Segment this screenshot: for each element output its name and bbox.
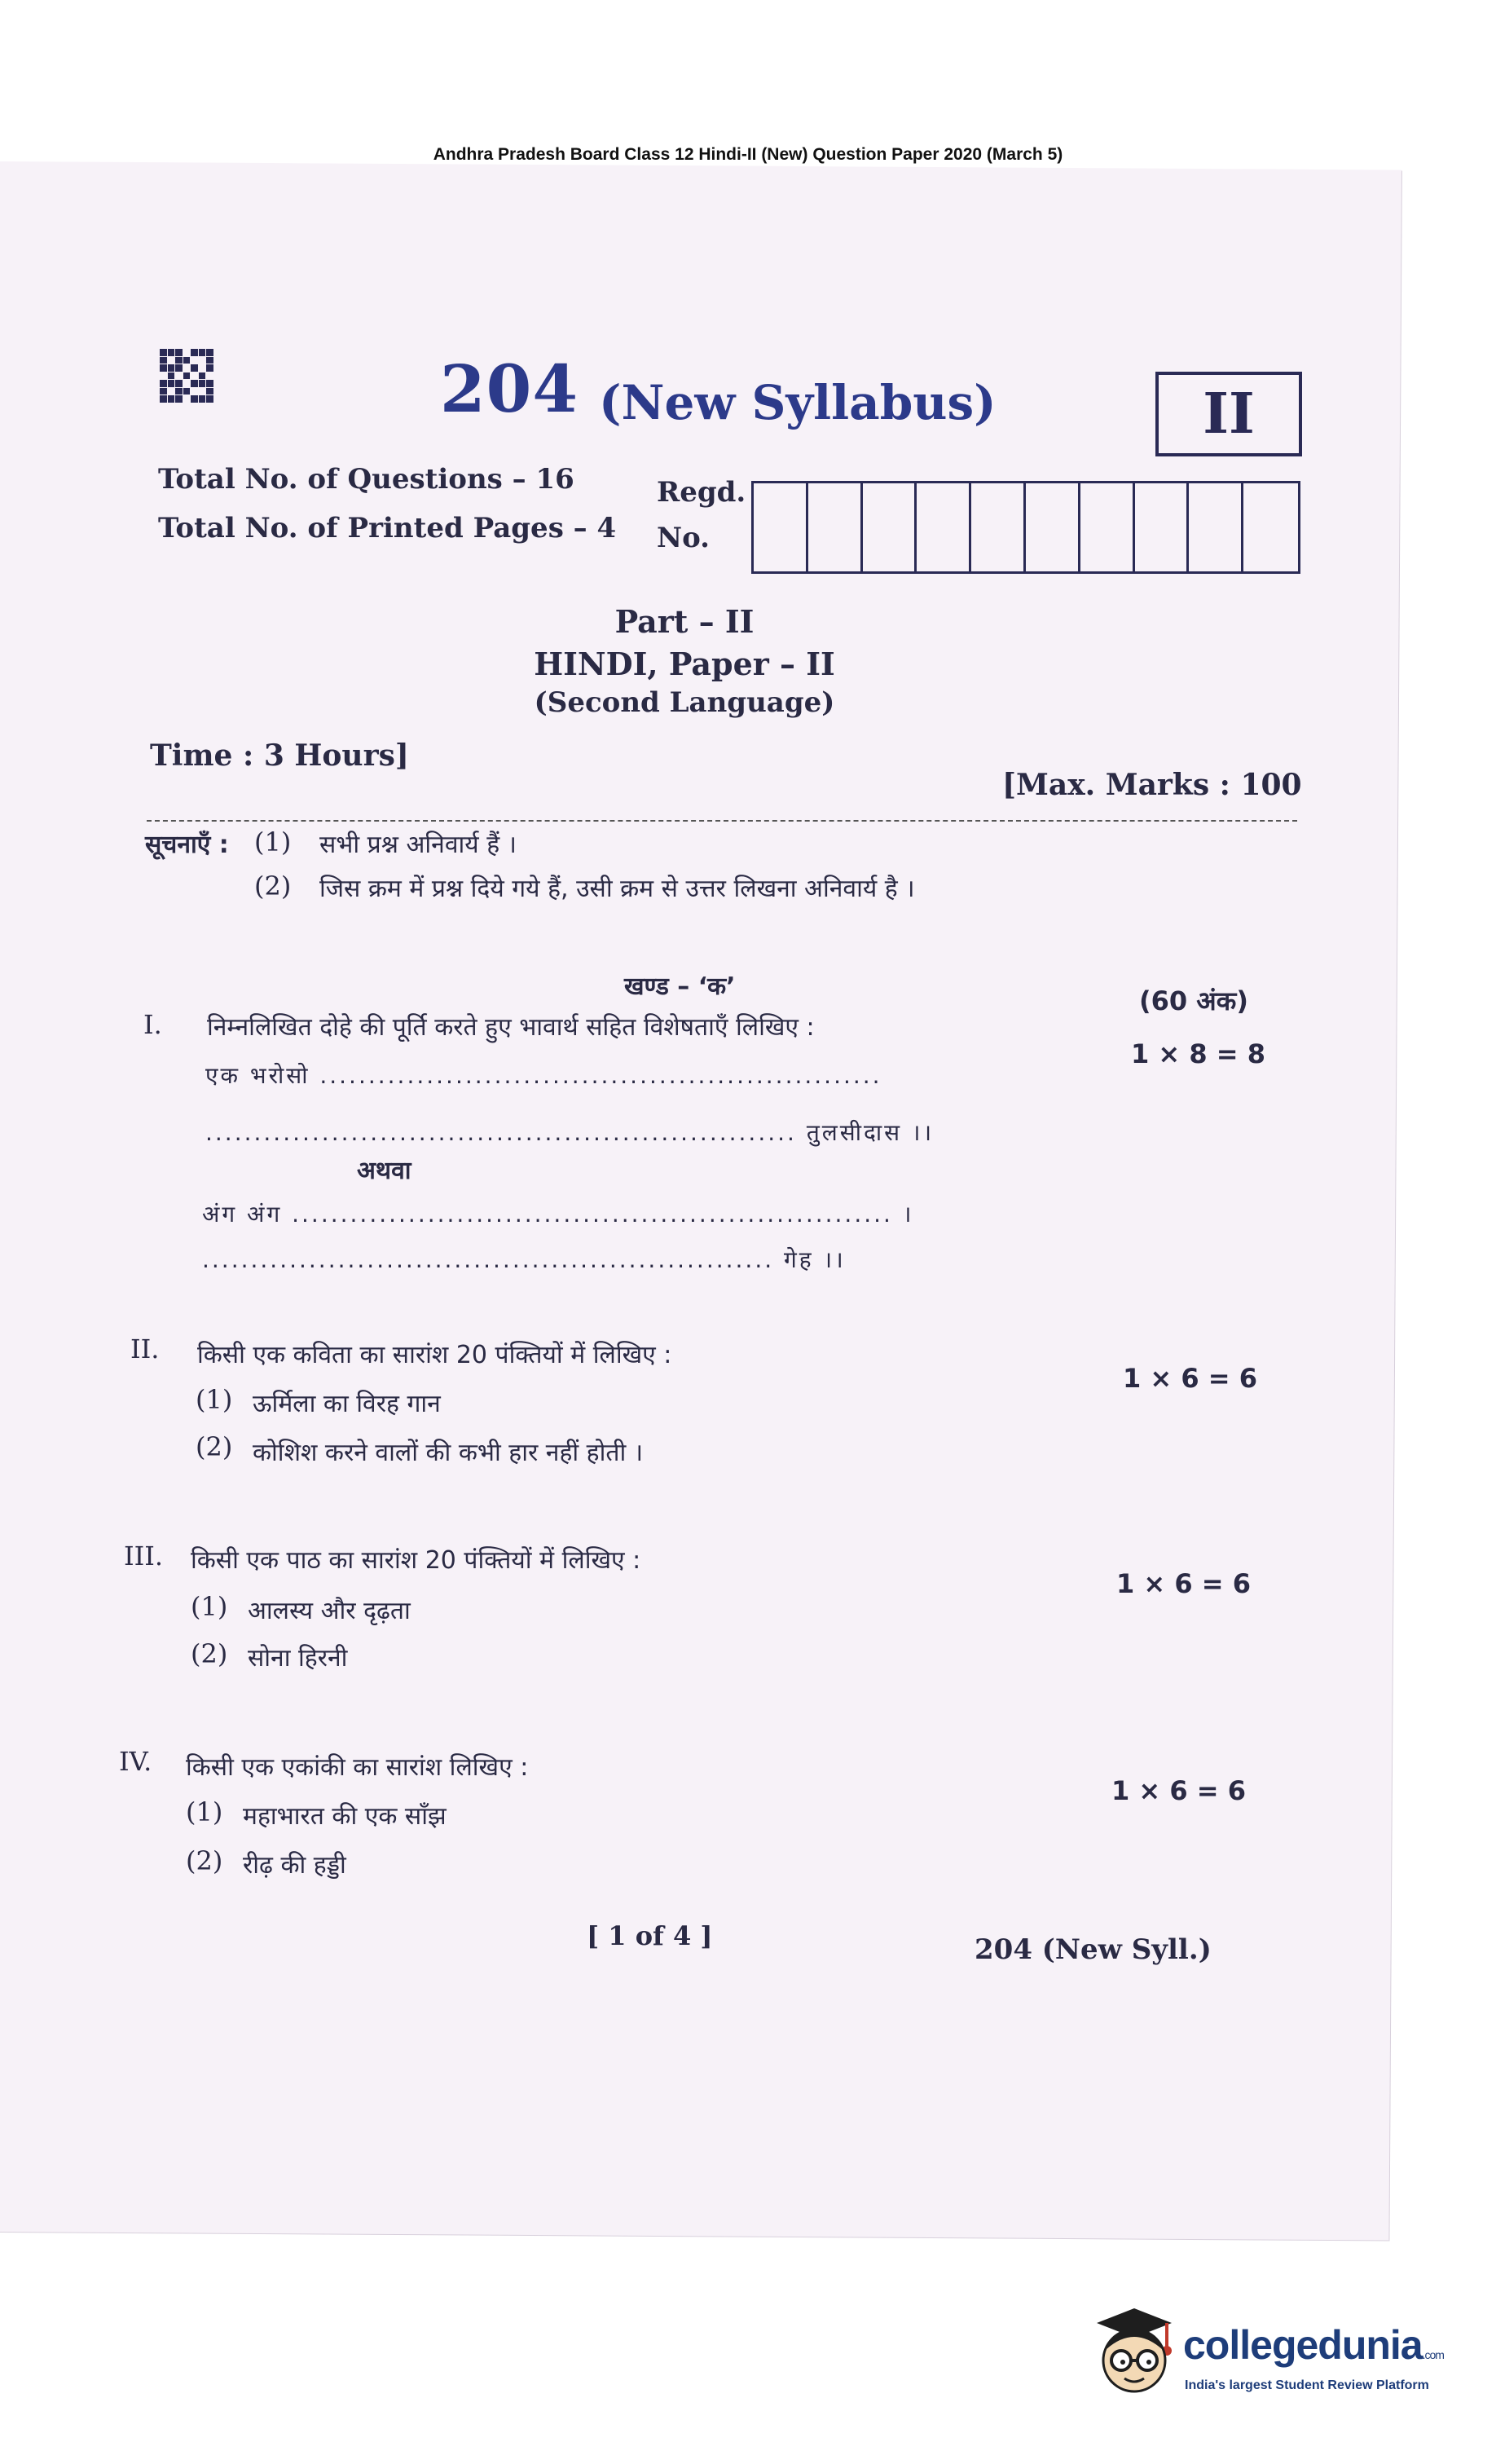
question-marks: 1 × 6 = 6 [1123,1363,1257,1394]
question-text: किसी एक कविता का सारांश 20 पंक्तियों में लिखिए : [197,1341,672,1369]
paper-code: 204 [440,350,579,427]
regd-label: Regd. [657,476,746,509]
instruction-text: सभी प्रश्न अनिवार्य हैं । [319,831,517,859]
registration-number-boxes [751,481,1300,574]
option-number: (2) [186,1845,223,1876]
question-text: किसी एक पाठ का सारांश 20 पंक्तियों में लिखिए : [191,1546,641,1575]
doha-line: एक भरोसो .......................................................... [205,1062,882,1089]
instruction-number: (1) [254,826,292,857]
brand-tagline: India's largest Student Review Platform [1185,2378,1429,2392]
doha-line: ............................................................. तुलसीदास ।। [205,1119,935,1146]
part-label: Part – II [614,603,755,640]
brand-domain: .com [1422,2348,1444,2361]
total-questions: Total No. of Questions – 16 [158,463,574,496]
option-number: (1) [196,1384,233,1415]
syllabus-label: (New Syllabus) [599,375,997,430]
or-label: अथवा [357,1157,411,1185]
option-text: रीढ़ की हड्डी [243,1851,346,1880]
brand-name-text: collegedunia [1183,2322,1423,2368]
option-text: महाभारत की एक साँझ [243,1802,447,1831]
qr-code [160,349,213,403]
section-title: खण्ड – ‘क’ [624,972,736,1001]
question-marks: 1 × 6 = 6 [1111,1775,1246,1806]
option-text: ऊर्मिला का विरह गान [253,1390,441,1418]
question-number: III. [124,1541,164,1571]
max-marks-label: [Max. Marks : 100 [1002,768,1302,802]
time-label: Time : 3 Hours] [150,738,409,773]
total-pages: Total No. of Printed Pages – 4 [158,512,617,544]
page-number: [ 1 of 4 ] [587,1920,713,1951]
question-text: निम्नलिखित दोहे की पूर्ति करते हुए भावार्थ सहित विशेषताएँ लिखिए : [207,1013,815,1042]
question-text: किसी एक एकांकी का सारांश लिखिए : [186,1753,529,1782]
question-number: IV. [119,1746,152,1777]
option-number: (2) [196,1431,233,1462]
doha-line: अंग अंग .............................................................. । [202,1201,914,1228]
option-number: (1) [191,1591,228,1622]
no-label: No. [657,522,710,554]
question-marks: 1 × 8 = 8 [1131,1038,1265,1069]
doha-line: ........................................................... गेह ।। [202,1246,846,1273]
language-label: (Second Language) [534,686,835,719]
instructions-label: सूचनाएँ : [145,831,229,859]
instruction-text: जिस क्रम में प्रश्न दिये गये हैं, उसी क्रम से उत्तर लिखना अनिवार्य है । [319,875,915,903]
brand-name [1183,2321,1444,2369]
divider [147,820,1297,822]
option-text: सोना हिरनी [248,1644,348,1673]
option-text: आलस्य और दृढ़ता [248,1597,411,1625]
question-marks: 1 × 6 = 6 [1116,1568,1251,1599]
mascot-logo-icon [1090,2303,1178,2404]
instruction-number: (2) [254,871,292,901]
question-number: I. [143,1009,162,1040]
footer-code: 204 (New Syll.) [975,1933,1212,1966]
option-number: (1) [186,1796,223,1827]
section-marks: (60 अंक) [1139,985,1248,1016]
option-number: (2) [191,1638,228,1669]
paper-number-box: II [1155,372,1302,456]
subject-label: HINDI, Paper – II [534,646,835,682]
question-number: II. [130,1333,160,1364]
option-text: कोशिश करने वालों की कभी हार नहीं होती । [253,1439,644,1467]
document-header: Andhra Pradesh Board Class 12 Hindi-II (New) Question Paper 2020 (March 5) [433,145,1063,164]
